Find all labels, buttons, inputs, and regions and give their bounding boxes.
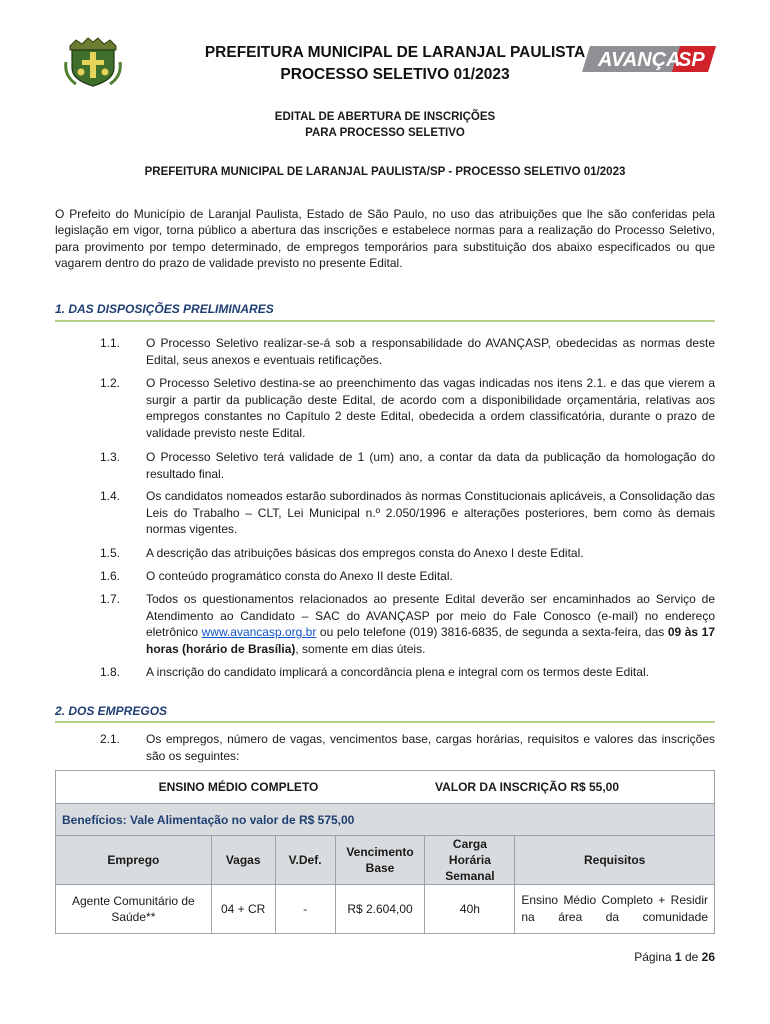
clause-text-part-c: , somente em dias úteis. bbox=[295, 641, 426, 656]
col-header-vencimento bbox=[335, 836, 425, 885]
benefits-label: Benefícios: Vale Alimentação no valor de R$ 575,00 bbox=[56, 804, 715, 836]
table-header-row bbox=[56, 836, 715, 885]
clause-text: A descrição das atribuições básicas dos empregos consta do Anexo I deste Edital. bbox=[146, 546, 584, 560]
category-label: ENSINO MÉDIO COMPLETO bbox=[56, 771, 425, 804]
emprego-line2: Saúde** bbox=[111, 910, 156, 924]
header-titles bbox=[150, 42, 640, 86]
section-title-empregos: 2. DOS EMPREGOS bbox=[55, 704, 168, 718]
clause-text: Os empregos, número de vagas, vencimentos base, cargas horárias, requisitos e valores das inscrições são os seguintes: bbox=[146, 732, 715, 763]
col-header-requisitos: Requisitos bbox=[515, 836, 715, 885]
col-header-vagas: Vagas bbox=[211, 836, 275, 885]
clause-text-part-a: Todos os questionamentos relacionados ao presente Edital deverão ser encaminhados ao Serviço de Atendimento ao Candidato – SAC do AVANÇASP por meio do Fale Conosco (e-mail) no endereço eletrônico bbox=[146, 592, 715, 640]
cell-vagas: 04 + CR bbox=[211, 885, 275, 934]
clause-text bbox=[146, 591, 715, 657]
footer-prefix: Página bbox=[634, 950, 672, 964]
clause-1-4 bbox=[100, 488, 715, 538]
section-divider bbox=[55, 320, 715, 322]
clause-1-6 bbox=[100, 568, 715, 585]
vencimento-line2: Base bbox=[365, 861, 395, 875]
section-divider bbox=[55, 721, 715, 723]
header-title-line1: PREFEITURA MUNICIPAL DE LARANJAL PAULISTA bbox=[204, 44, 586, 61]
col-header-carga bbox=[425, 836, 515, 885]
clause-number: 1.7. bbox=[100, 592, 121, 606]
carga-line1: Carga bbox=[452, 837, 487, 851]
clause-1-7 bbox=[100, 591, 715, 657]
col-header-vdef: V.Def. bbox=[275, 836, 335, 885]
brand-part2: SP bbox=[678, 49, 705, 71]
clause-text: A inscrição do candidato implicará a concordância plena e integral com os termos deste Edital. bbox=[146, 665, 649, 679]
clause-number: 1.4. bbox=[100, 489, 121, 503]
emprego-line1: Agente Comunitário de bbox=[71, 894, 195, 908]
clause-number: 1.8. bbox=[100, 665, 121, 679]
cell-vencimento: R$ 2.604,00 bbox=[335, 885, 425, 934]
page-footer bbox=[634, 950, 715, 964]
clause-1-3 bbox=[100, 449, 715, 482]
inscription-fee: VALOR DA INSCRIÇÃO R$ 55,00 bbox=[425, 771, 715, 804]
jobs-table bbox=[55, 770, 715, 934]
clause-text: Os candidatos nomeados estarão subordinados às normas Constitucionais aplicáveis, a Consolidação das Leis do Trabalho – CLT, Lei Municipal n.º 2.050/1996 e alterações posteriores, bem como às demais normas vigentes. bbox=[146, 489, 715, 537]
clause-text-part-b: ou pelo telefone (019) 3816-6835, de segunda a sexta-feira, das bbox=[316, 625, 668, 640]
col-header-emprego: Emprego bbox=[56, 836, 212, 885]
brand-part1: AVANÇA bbox=[598, 49, 681, 71]
subtitle-line2: PARA PROCESSO SELETIVO bbox=[305, 127, 465, 139]
clause-1-5 bbox=[100, 545, 715, 562]
clause-number: 2.1. bbox=[100, 732, 121, 746]
table-category-row bbox=[56, 771, 715, 804]
clause-1-8 bbox=[100, 664, 715, 681]
table-benefits-row bbox=[56, 804, 715, 836]
clause-number: 1.1. bbox=[100, 336, 121, 350]
clause-number: 1.3. bbox=[100, 450, 121, 464]
subtitle-line1: EDITAL DE ABERTURA DE INSCRIÇÕES bbox=[274, 111, 496, 123]
clause-text: O Processo Seletivo terá validade de 1 (um) ano, a contar da data da publicação da homologação do resultado final. bbox=[146, 450, 715, 481]
table-row bbox=[56, 885, 715, 934]
municipal-crest-icon bbox=[64, 32, 122, 88]
clause-number: 1.6. bbox=[100, 569, 121, 583]
clause-2-1 bbox=[100, 731, 715, 764]
cell-emprego bbox=[56, 885, 212, 934]
document-heading: PREFEITURA MUNICIPAL DE LARANJAL PAULISTA/SP - PROCESSO SELETIVO 01/2023 bbox=[144, 166, 626, 178]
carga-line3: Semanal bbox=[445, 869, 495, 883]
vencimento-line1: Vencimento bbox=[346, 845, 414, 859]
footer-total-pages: 26 bbox=[701, 950, 715, 964]
intro-paragraph: O Prefeito do Município de Laranjal Paulista, Estado de São Paulo, no uso das atribuições que lhe são conferidas pela legislação em vigor, torna público a abertura das inscrições e estabelece normas para a realização do Processo Seletivo, para provimento por tempo determinado, de empregos temporários para substituição dos abaixo especificados ou que vagarem dentro do prazo de validade previsto no presente Edital. bbox=[55, 207, 715, 271]
carga-line2: Horária bbox=[448, 853, 491, 867]
cell-requisitos: Ensino Médio Completo + Residir na área da comunidade bbox=[515, 885, 715, 934]
header-title-line2: PROCESSO SELETIVO 01/2023 bbox=[280, 66, 510, 83]
section-title-preliminares: 1. DAS DISPOSIÇÕES PRELIMINARES bbox=[55, 302, 274, 316]
clause-1-1 bbox=[100, 335, 715, 368]
website-link[interactable]: www.avancasp.org.br bbox=[201, 625, 317, 640]
clause-text: O conteúdo programático consta do Anexo II deste Edital. bbox=[146, 569, 453, 583]
clause-1-2 bbox=[100, 375, 715, 441]
footer-page-number: 1 bbox=[674, 950, 682, 964]
clause-text: O Processo Seletivo realizar-se-á sob a responsabilidade do AVANÇASP, obedecidas as normas deste Edital, seus anexos e eventuais retificações. bbox=[146, 336, 715, 367]
office-hours: 09 às 17 horas (horário de Brasília) bbox=[146, 625, 715, 656]
footer-mid: de bbox=[684, 950, 699, 964]
avancasp-logo bbox=[582, 44, 716, 74]
clause-text: O Processo Seletivo destina-se ao preenchimento das vagas indicadas nos itens 2.1. e das que vierem a surgir a partir da publicação deste Edital, de acordo com a disponibilidade orçamentária, relativas aos empregos constantes no Capítulo 2 deste Edital, obedecida a ordem classificatória, durante o prazo de validade previsto neste Edital. bbox=[146, 376, 715, 440]
clause-number: 1.2. bbox=[100, 376, 121, 390]
clause-number: 1.5. bbox=[100, 546, 121, 560]
cell-vdef: - bbox=[275, 885, 335, 934]
cell-carga: 40h bbox=[425, 885, 515, 934]
edital-subtitle bbox=[0, 109, 770, 141]
